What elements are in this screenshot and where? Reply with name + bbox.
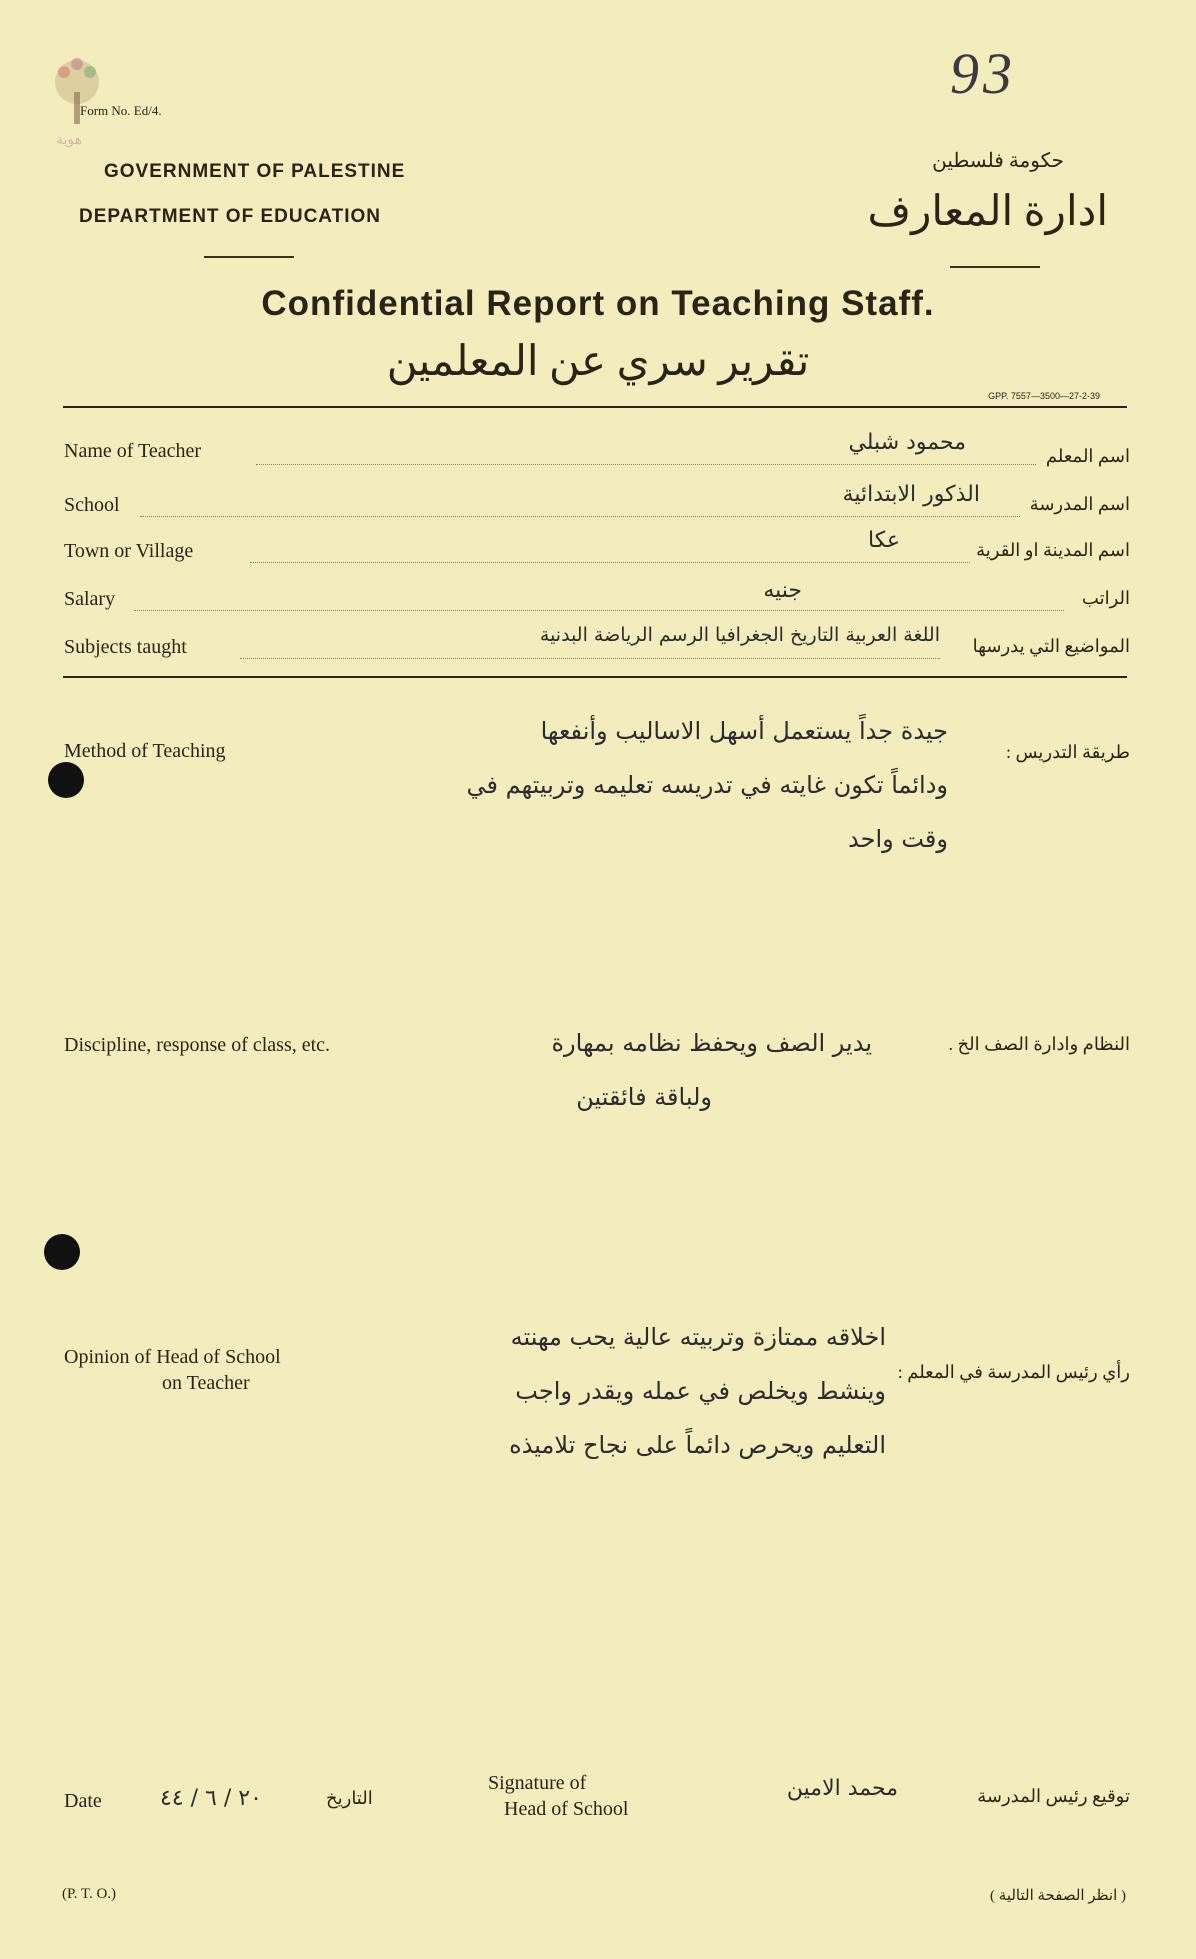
field-value: عكا [868, 528, 900, 553]
field-label-ar: المواضيع التي يدرسها [972, 636, 1130, 656]
tree-logo-watermark [42, 52, 112, 148]
handwritten-line: وقت واحد [848, 825, 948, 853]
discipline-text [312, 1016, 872, 1124]
report-title-en: Confidential Report on Teaching Staff. [261, 284, 935, 323]
dotted-line [240, 658, 940, 659]
discipline-label-en: Discipline, response of class, etc. [64, 1034, 331, 1056]
field-value: الذكور الابتدائية [842, 482, 980, 507]
divider-left [204, 256, 294, 258]
field-label-en: Subjects taught [64, 636, 187, 658]
handwritten-line: جيدة جداً يستعمل أسهل الاساليب وأنفعها [540, 717, 948, 745]
print-code: GPP. 7557—3500—27-2-39 [988, 391, 1100, 401]
date-label-ar: التاريخ [326, 1788, 373, 1808]
field-label-en: Name of Teacher [64, 440, 202, 462]
signature-label-en-2: Head of School [504, 1798, 629, 1820]
handwritten-line: وينشط ويخلص في عمله ويقدر واجب [515, 1377, 886, 1405]
opinion-label-ar: رأي رئيس المدرسة في المعلم : [897, 1362, 1130, 1382]
method-label-en: Method of Teaching [64, 740, 226, 762]
opinion-label-en-1: Opinion of Head of School [64, 1346, 281, 1368]
discipline-label-ar: النظام وادارة الصف الخ . [948, 1034, 1130, 1054]
field-label-en: Town or Village [64, 540, 194, 562]
signature-label-ar: توقيع رئيس المدرسة [977, 1786, 1130, 1806]
field-label-ar: اسم المدينة او القرية [976, 540, 1130, 560]
opinion-label-en-2: on Teacher [162, 1372, 250, 1394]
field-value: اللغة العربية التاريخ الجغرافيا الرسم الرياضة البدنية [539, 624, 940, 646]
field-value: محمود شبلي [848, 430, 966, 455]
field-label-ar: الراتب [1081, 588, 1130, 608]
field-label-en: Salary [64, 588, 116, 610]
fields-rule [63, 676, 1127, 678]
dotted-line [140, 516, 1020, 517]
header-rule [63, 406, 1127, 408]
signature-label-en-1: Signature of [488, 1772, 587, 1794]
government-title-en: GOVERNMENT OF PALESTINE [104, 161, 406, 182]
opinion-text [366, 1310, 886, 1472]
date-value: ٢٠ / ٦ / ٤٤ [160, 1786, 262, 1811]
svg-text:هوية: هوية [56, 132, 83, 148]
handwritten-line: اخلاقه ممتازة وتربيته عالية يحب مهنته [510, 1323, 886, 1351]
field-value: جنيه [763, 578, 802, 603]
report-title-ar: تقرير سري عن المعلمين [386, 339, 810, 385]
dotted-line [134, 610, 1064, 611]
dotted-line [250, 562, 970, 563]
department-title-ar: ادارة المعارف [867, 189, 1108, 235]
pto-en: (P. T. O.) [62, 1886, 117, 1902]
field-label-en: School [64, 494, 120, 516]
punch-hole [44, 1234, 80, 1270]
handwritten-line: ودائماً تكون غايته في تدريسه تعليمه وتربيتهم في [466, 771, 948, 799]
government-title-ar: حكومة فلسطين [932, 150, 1064, 172]
form-number: Form No. Ed/4. [80, 103, 162, 118]
signature-value: محمد الامين [786, 1776, 898, 1801]
page-number: 93 [950, 41, 1016, 106]
handwritten-line: التعليم ويحرص دائماً على نجاح تلاميذه [509, 1431, 886, 1459]
method-text [288, 704, 948, 866]
handwritten-line: يدير الصف ويحفظ نظامه بمهارة [551, 1029, 872, 1057]
dotted-line [256, 464, 1036, 465]
method-label-ar: طريقة التدريس : [1005, 742, 1130, 762]
date-label-en: Date [64, 1790, 102, 1812]
field-label-ar: اسم المدرسة [1029, 494, 1130, 514]
pto-ar: ( انظر الصفحة التالية ) [990, 1888, 1126, 1904]
punch-hole [48, 762, 84, 798]
field-label-ar: اسم المعلم [1045, 446, 1130, 466]
department-title-en: DEPARTMENT OF EDUCATION [79, 206, 382, 227]
handwritten-line: ولباقة فائقتين [576, 1083, 712, 1111]
divider-right [950, 266, 1040, 268]
